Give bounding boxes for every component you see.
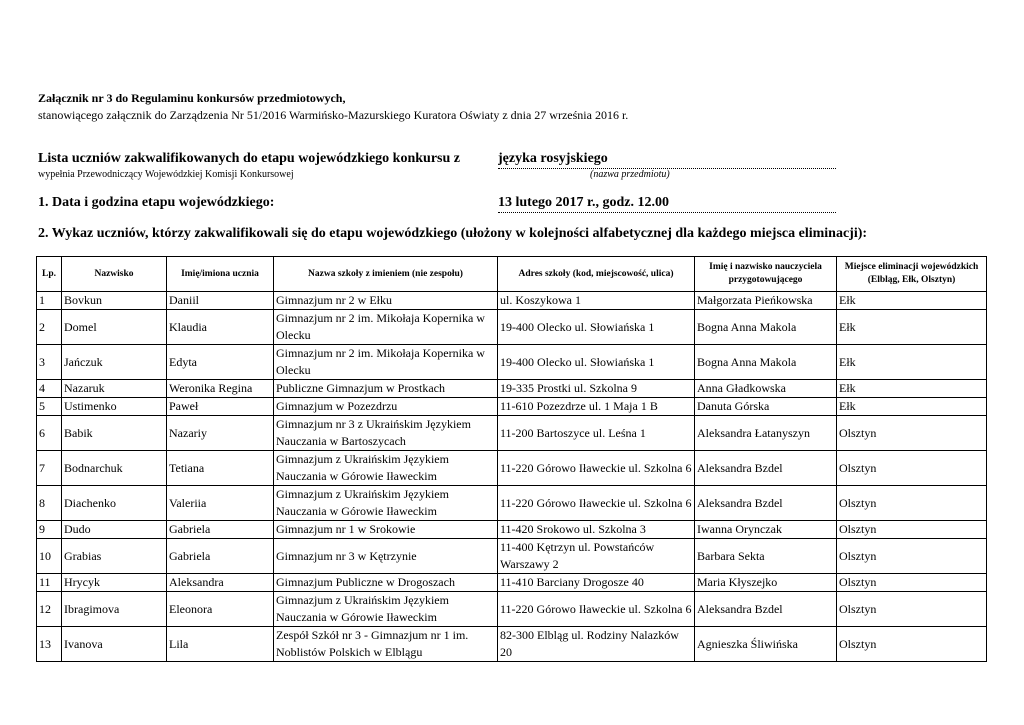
cell-lp: 6: [37, 416, 62, 451]
cell-surname: Hrycyk: [62, 574, 167, 592]
cell-lp: 11: [37, 574, 62, 592]
cell-teacher: Małgorzata Pieńkowska: [695, 292, 837, 310]
cell-lp: 12: [37, 592, 62, 627]
cell-school: Gimnazjum z Ukraińskim Językiem Nauczania w Górowie Iławeckim: [274, 486, 498, 521]
cell-school: Publiczne Gimnazjum w Prostkach: [274, 380, 498, 398]
cell-lp: 3: [37, 345, 62, 380]
cell-region: Ełk: [837, 292, 987, 310]
cell-school: Gimnazjum nr 2 im. Mikołaja Kopernika w Olecku: [274, 310, 498, 345]
students-table: [36, 256, 987, 662]
col-header-school: Nazwa szkoły z imieniem (nie zespołu): [274, 257, 498, 292]
cell-address: 11-200 Bartoszyce ul. Leśna 1: [498, 416, 695, 451]
col-header-name: Imię/imiona ucznia: [167, 257, 274, 292]
table-header-row: [37, 257, 987, 292]
cell-region: Ełk: [837, 398, 987, 416]
stage-date-value: 13 lutego 2017 r., godz. 12.00: [498, 195, 836, 213]
table-row: [37, 416, 987, 451]
cell-name: Gabriela: [167, 521, 274, 539]
cell-address: 19-400 Olecko ul. Słowiańska 1: [498, 310, 695, 345]
cell-name: Nazariy: [167, 416, 274, 451]
cell-teacher: Bogna Anna Makola: [695, 345, 837, 380]
cell-surname: Dudo: [62, 521, 167, 539]
cell-region: Olsztyn: [837, 539, 987, 574]
table-row: [37, 574, 987, 592]
table-row: [37, 592, 987, 627]
col-header-address: Adres szkoły (kod, miejscowość, ulica): [498, 257, 695, 292]
cell-region: Olsztyn: [837, 486, 987, 521]
cell-teacher: Maria Kłyszejko: [695, 574, 837, 592]
cell-region: Ełk: [837, 380, 987, 398]
cell-teacher: Aleksandra Bzdel: [695, 592, 837, 627]
cell-school: Gimnazjum nr 2 im. Mikołaja Kopernika w Olecku: [274, 345, 498, 380]
cell-lp: 1: [37, 292, 62, 310]
cell-name: Daniil: [167, 292, 274, 310]
cell-name: Lila: [167, 627, 274, 662]
cell-address: 11-400 Kętrzyn ul. Powstańców Warszawy 2: [498, 539, 695, 574]
cell-surname: Grabias: [62, 539, 167, 574]
regulation-reference: stanowiącego załącznik do Zarządzenia Nr 51/2016 Warmińsko-Mazurskiego Kuratora Oświaty z dnia 27 września 2016 r.: [38, 108, 629, 122]
cell-lp: 5: [37, 398, 62, 416]
cell-address: 19-400 Olecko ul. Słowiańska 1: [498, 345, 695, 380]
cell-teacher: Aleksandra Bzdel: [695, 486, 837, 521]
col-header-surname: Nazwisko: [62, 257, 167, 292]
table-row: [37, 310, 987, 345]
cell-school: Gimnazjum nr 3 z Ukraińskim Językiem Nauczania w Bartoszycach: [274, 416, 498, 451]
cell-surname: Bodnarchuk: [62, 451, 167, 486]
cell-teacher: Bogna Anna Makola: [695, 310, 837, 345]
cell-lp: 10: [37, 539, 62, 574]
table-row: [37, 398, 987, 416]
cell-region: Olsztyn: [837, 521, 987, 539]
cell-teacher: Iwanna Orynczak: [695, 521, 837, 539]
cell-surname: Ustimenko: [62, 398, 167, 416]
col-header-lp: Lp.: [37, 257, 62, 292]
cell-lp: 2: [37, 310, 62, 345]
cell-address: ul. Koszykowa 1: [498, 292, 695, 310]
cell-address: 11-410 Barciany Drogosze 40: [498, 574, 695, 592]
cell-name: Klaudia: [167, 310, 274, 345]
cell-name: Edyta: [167, 345, 274, 380]
subject-hint: (nazwa przedmiotu): [590, 169, 670, 180]
cell-address: 11-220 Górowo Iławeckie ul. Szkolna 6: [498, 486, 695, 521]
cell-address: 82-300 Elbląg ul. Rodziny Nalazków 20: [498, 627, 695, 662]
cell-school: Gimnazjum z Ukraińskim Językiem Nauczania w Górowie Iławeckim: [274, 592, 498, 627]
cell-teacher: Danuta Górska: [695, 398, 837, 416]
cell-region: Olsztyn: [837, 416, 987, 451]
cell-region: Olsztyn: [837, 451, 987, 486]
table-row: [37, 486, 987, 521]
table-row: [37, 380, 987, 398]
col-header-teacher: Imię i nazwisko nauczyciela przygotowującego: [695, 257, 837, 292]
cell-lp: 9: [37, 521, 62, 539]
cell-lp: 13: [37, 627, 62, 662]
cell-school: Gimnazjum Publiczne w Drogoszach: [274, 574, 498, 592]
cell-surname: Jańczuk: [62, 345, 167, 380]
cell-surname: Domel: [62, 310, 167, 345]
fill-note: wypełnia Przewodniczący Wojewódzkiej Komisji Konkursowej: [38, 169, 294, 180]
cell-address: 11-610 Pozezdrze ul. 1 Maja 1 B: [498, 398, 695, 416]
table-row: [37, 627, 987, 662]
table-row: [37, 539, 987, 574]
cell-surname: Babik: [62, 416, 167, 451]
cell-region: Olsztyn: [837, 592, 987, 627]
cell-surname: Diachenko: [62, 486, 167, 521]
cell-address: 11-220 Górowo Iławeckie ul. Szkolna 6: [498, 451, 695, 486]
cell-school: Gimnazjum z Ukraińskim Językiem Nauczania w Górowie Iławeckim: [274, 451, 498, 486]
cell-surname: Ibragimova: [62, 592, 167, 627]
students-heading: 2. Wykaz uczniów, którzy zakwalifikowali się do etapu wojewódzkiego (ułożony w kolejności alfabetycznej dla każdego miejsca eliminacji):: [38, 226, 868, 241]
cell-teacher: Aleksandra Bzdel: [695, 451, 837, 486]
cell-lp: 4: [37, 380, 62, 398]
cell-teacher: Agnieszka Śliwińska: [695, 627, 837, 662]
table-row: [37, 345, 987, 380]
table-row: [37, 451, 987, 486]
cell-surname: Bovkun: [62, 292, 167, 310]
cell-name: Gabriela: [167, 539, 274, 574]
cell-school: Zespół Szkół nr 3 - Gimnazjum nr 1 im. Noblistów Polskich w Elblągu: [274, 627, 498, 662]
cell-teacher: Anna Gładkowska: [695, 380, 837, 398]
stage-date-label: 1. Data i godzina etapu wojewódzkiego:: [38, 195, 275, 210]
cell-region: Ełk: [837, 345, 987, 380]
cell-lp: 8: [37, 486, 62, 521]
cell-teacher: Barbara Sekta: [695, 539, 837, 574]
cell-school: Gimnazjum nr 2 w Ełku: [274, 292, 498, 310]
cell-address: 19-335 Prostki ul. Szkolna 9: [498, 380, 695, 398]
cell-region: Olsztyn: [837, 627, 987, 662]
cell-surname: Nazaruk: [62, 380, 167, 398]
cell-address: 11-220 Górowo Iławeckie ul. Szkolna 6: [498, 592, 695, 627]
col-header-region: Miejsce eliminacji wojewódzkich (Elbląg, Ełk, Olsztyn): [837, 257, 987, 292]
list-title: Lista uczniów zakwalifikowanych do etapu wojewódzkiego konkursu z: [38, 151, 460, 166]
cell-name: Paweł: [167, 398, 274, 416]
cell-school: Gimnazjum nr 3 w Kętrzynie: [274, 539, 498, 574]
cell-name: Tetiana: [167, 451, 274, 486]
cell-name: Weronika Regina: [167, 380, 274, 398]
cell-school: Gimnazjum w Pozezdrzu: [274, 398, 498, 416]
cell-surname: Ivanova: [62, 627, 167, 662]
cell-name: Valeriia: [167, 486, 274, 521]
attachment-title: Załącznik nr 3 do Regulaminu konkursów przedmiotowych,: [38, 91, 346, 105]
subject-name: języka rosyjskiego: [498, 151, 836, 169]
cell-teacher: Aleksandra Łatanyszyn: [695, 416, 837, 451]
cell-region: Olsztyn: [837, 574, 987, 592]
cell-address: 11-420 Srokowo ul. Szkolna 3: [498, 521, 695, 539]
cell-school: Gimnazjum nr 1 w Srokowie: [274, 521, 498, 539]
table-row: [37, 292, 987, 310]
cell-name: Aleksandra: [167, 574, 274, 592]
table-row: [37, 521, 987, 539]
cell-region: Ełk: [837, 310, 987, 345]
cell-lp: 7: [37, 451, 62, 486]
cell-name: Eleonora: [167, 592, 274, 627]
